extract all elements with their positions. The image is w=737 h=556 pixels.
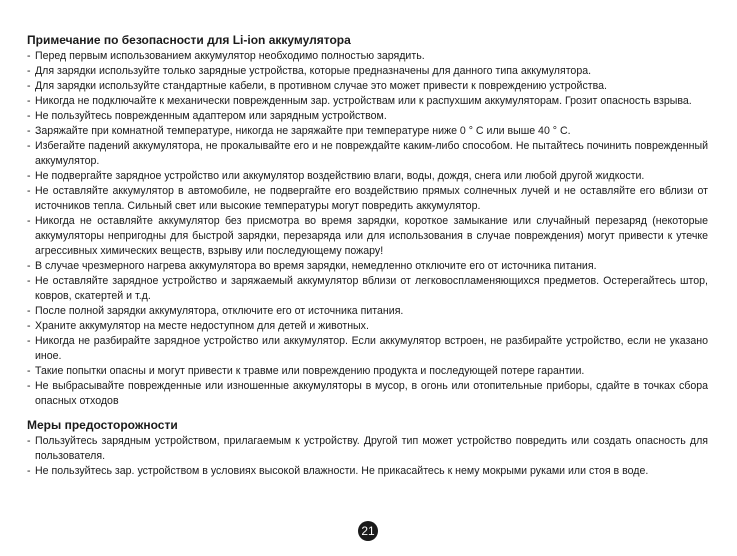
list-item: - Не выбрасывайте поврежденные или изношенные аккумуляторы в мусор, в огонь или отопительные приборы, сдайте в точках сбора опасных отходов [27, 379, 708, 409]
list-item: - После полной зарядки аккумулятора, отключите его от источника питания. [27, 304, 708, 319]
precautions-heading: Меры предосторожности [27, 418, 178, 432]
safety-notes-list [27, 49, 708, 409]
list-item: - Не пользуйтесь поврежденным адаптером или зарядным устройством. [27, 109, 708, 124]
list-item: - Для зарядки используйте стандартные кабели, в противном случае это может привести к повреждению устройства. [27, 79, 708, 94]
document-body [27, 33, 708, 479]
list-item: - Никогда не подключайте к механически поврежденным зар. устройствам или к распухшим аккумуляторам. Грозит опасность взрыва. [27, 94, 708, 109]
list-item: - Перед первым использованием аккумулятор необходимо полностью зарядить. [27, 49, 708, 64]
list-item: - Храните аккумулятор на месте недоступном для детей и животных. [27, 319, 708, 334]
list-item: - Не оставляйте зарядное устройство и заряжаемый аккумулятор вблизи от легковоспламеняющихся предметов. Остерегайтесь штор, ковров, скатертей и т.д. [27, 274, 708, 304]
list-item: - Никогда не оставляйте аккумулятор без присмотра во время зарядки, короткое замыкание или случайный перезаряд (некоторые аккумуляторы непригодны для быстрой зарядки, перезаряда или для использования в случае повреждения) могут привести к утечке агрессивных химических веществ, взрыву или последующему пожару! [27, 214, 708, 259]
page-number: 21 [358, 521, 378, 541]
list-item: - Пользуйтесь зарядным устройством, прилагаемым к устройству. Другой тип может устройство повредить или создать опасность для пользователя. [27, 434, 708, 464]
list-item: - Заряжайте при комнатной температуре, никогда не заряжайте при температуре ниже 0 ° C или выше 40 ° C. [27, 124, 708, 139]
safety-notes-heading: Примечание по безопасности для Li-ion аккумулятора [27, 33, 351, 47]
list-item: - В случае чрезмерного нагрева аккумулятора во время зарядки, немедленно отключите его от источника питания. [27, 259, 708, 274]
precautions-list [27, 434, 708, 479]
list-item: - Такие попытки опасны и могут привести к травме или повреждению продукта и последующей потере гарантии. [27, 364, 708, 379]
list-item: - Избегайте падений аккумулятора, не прокалывайте его и не повреждайте каким-либо способом. Не пытайтесь починить поврежденный аккумулятор. [27, 139, 708, 169]
list-item: - Не оставляйте аккумулятор в автомобиле, не подвергайте его воздействию прямых солнечных лучей и не оставляйте его вблизи от источников тепла. Сильный свет или высокие температуры могут повредить аккумулятор. [27, 184, 708, 214]
list-item: - Не пользуйтесь зар. устройством в условиях высокой влажности. Не прикасайтесь к нему мокрыми руками или стоя в воде. [27, 464, 708, 479]
list-item: - Не подвергайте зарядное устройство или аккумулятор воздействию влаги, воды, дождя, снега или любой другой жидкости. [27, 169, 708, 184]
list-item: - Для зарядки используйте только зарядные устройства, которые предназначены для данного типа аккумулятора. [27, 64, 708, 79]
list-item: - Никогда не разбирайте зарядное устройство или аккумулятор. Если аккумулятор встроен, не разбирайте устройство, если не указано иное. [27, 334, 708, 364]
